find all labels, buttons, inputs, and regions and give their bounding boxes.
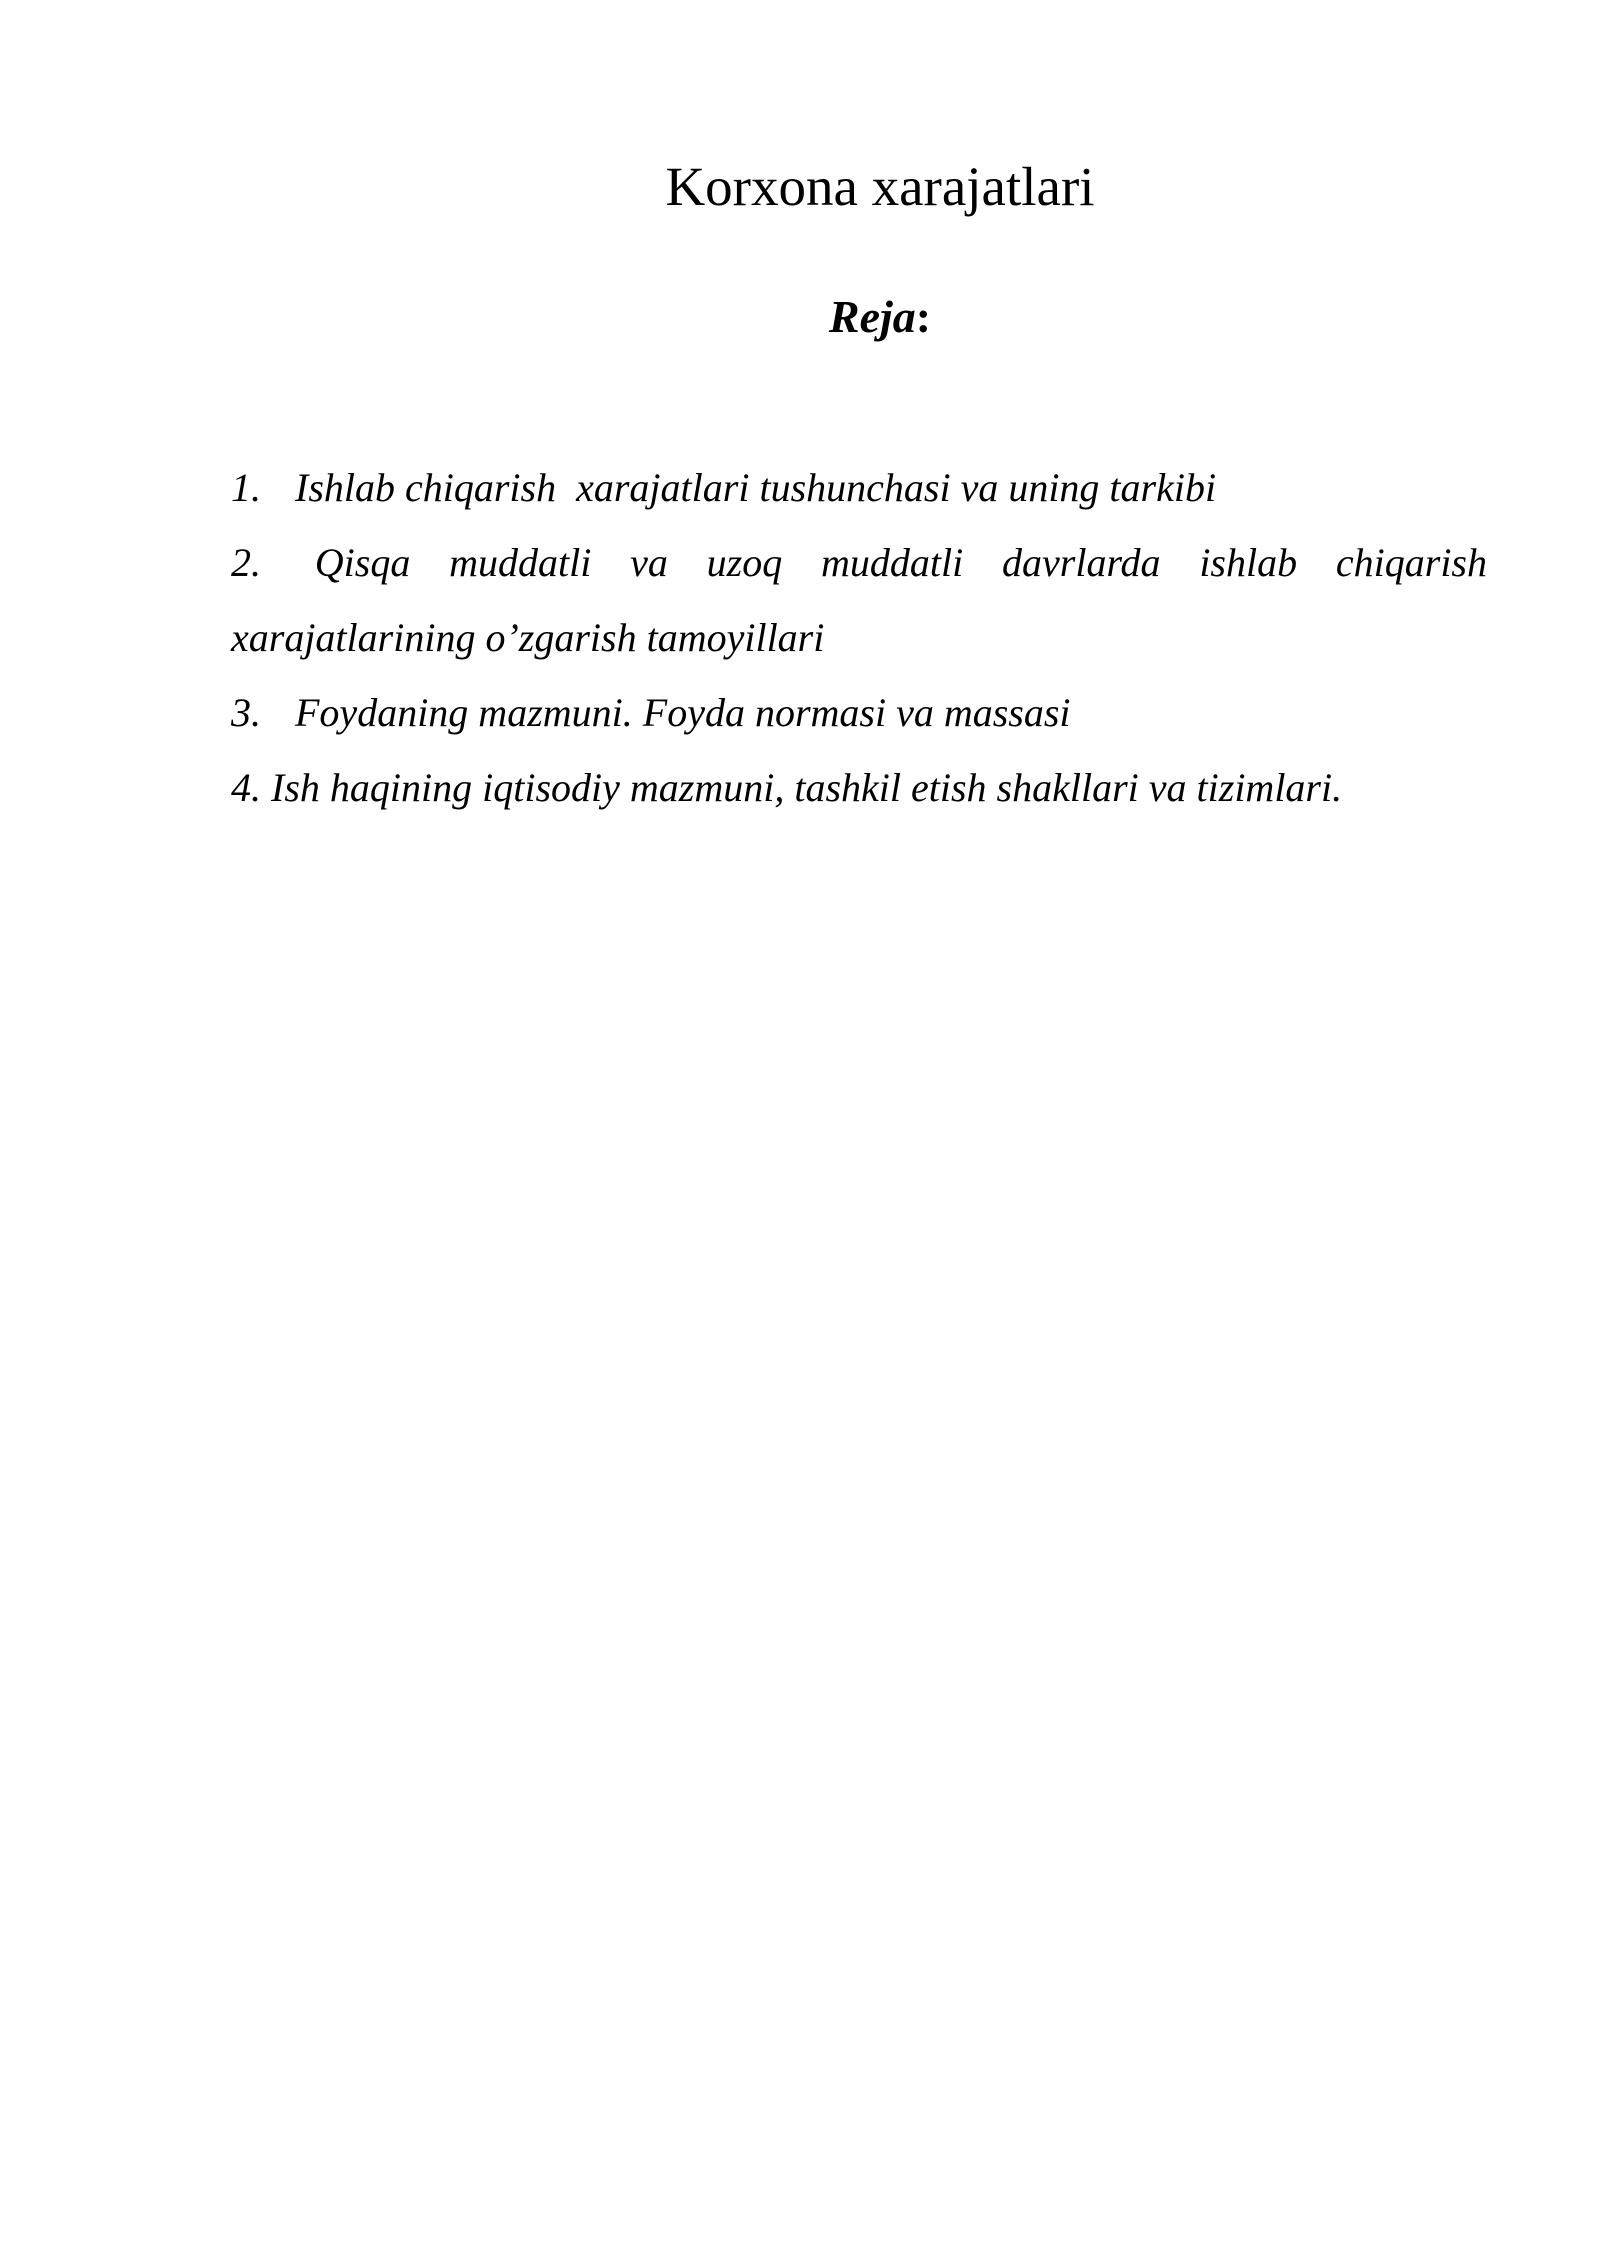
plan-item-line1 [231,525,1487,600]
plan-item-text-line1: Qisqa muddatli va uzoq muddatli davrlarda ishlab chiqarish [314,540,1487,585]
plan-item-text: Foydaning mazmuni. Foyda normasi va massasi [295,690,1071,735]
plan-item-number: 4. [231,765,261,810]
page-title: Korxona xarajatlari [665,156,1095,217]
plan-item-text: Ishlab chiqarish xarajatlari tushunchasi va uning tarkibi [295,465,1217,510]
plan-item-text: Ish haqining iqtisodiy mazmuni, tashkil etish shakllari va tizimlari. [271,765,1343,810]
plan-item-1 [231,450,1487,525]
plan-list [231,450,1487,825]
plan-item-number: 1. [231,465,261,510]
plan-item-2 [231,525,1487,675]
plan-item-number: 2. [231,540,261,585]
plan-item-3 [231,675,1487,750]
plan-heading [0,287,1600,347]
plan-heading-colon: : [915,291,932,342]
plan-item-text-line2: xarajatlarining o’zgarish tamoyillari [231,615,825,660]
plan-item-4 [231,750,1487,825]
plan-heading-text: Reja [828,291,916,342]
plan-item-number: 3. [231,690,261,735]
